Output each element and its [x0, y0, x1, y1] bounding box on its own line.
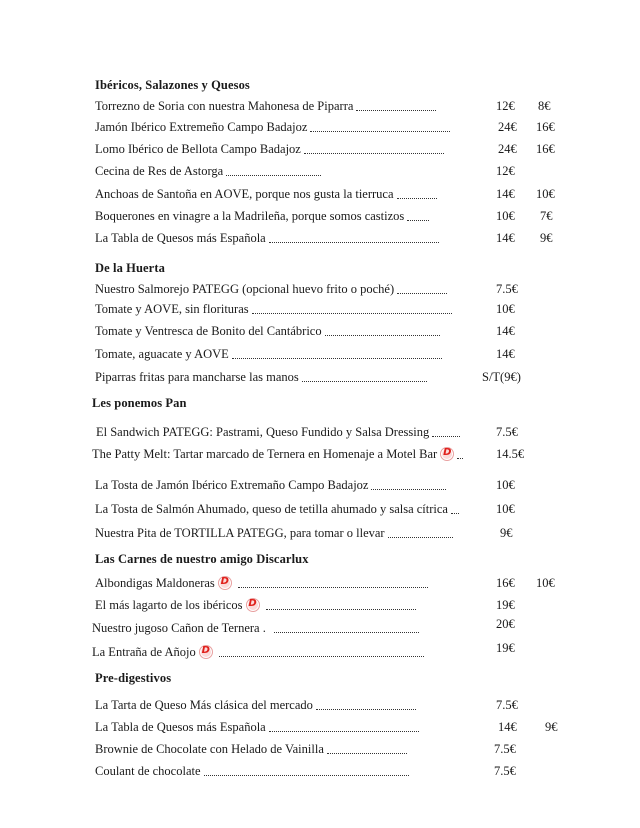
dot-leader [238, 586, 428, 588]
item-name: La Tosta de Salmón Ahumado, queso de tetilla ahumado y salsa cítrica [95, 502, 448, 516]
item-name: La Tabla de Quesos más Española [95, 720, 266, 734]
dot-leader [302, 380, 427, 382]
item-price: 10€ [496, 209, 515, 223]
dot-leader [226, 174, 321, 176]
item-price: 14€ [496, 187, 515, 201]
item-half-price: 9€ [540, 231, 553, 245]
item-price: 14€ [496, 324, 515, 338]
item-price: 10€ [496, 302, 515, 316]
dot-leader [219, 655, 424, 657]
item-price: 7.5€ [494, 764, 516, 778]
item-name: Tomate y Ventresca de Bonito del Cantábrico [95, 324, 322, 338]
item-price: 12€ [496, 99, 515, 113]
dot-leader [388, 536, 453, 538]
item-name: Jamón Ibérico Extremeño Campo Badajoz [95, 120, 308, 134]
item-price: 16€ [496, 576, 515, 590]
item-name: Nuestra Pita de TORTILLA PATEGG, para tomar o llevar [95, 526, 385, 540]
item-name: The Patty Melt: Tartar marcado de Ternera en Homenaje a Motel Bar [92, 447, 438, 461]
item-name: El más lagarto de los ibéricos [95, 598, 243, 612]
item-price: 7.5€ [494, 742, 516, 756]
item-half-price: 16€ [536, 120, 555, 134]
item-price: 9€ [500, 526, 513, 540]
dot-leader [397, 197, 437, 199]
item-name: La Tosta de Jamón Ibérico Extremaño Campo Badajoz [95, 478, 369, 492]
item-price: 24€ [498, 142, 517, 156]
item-name: Torrezno de Soria con nuestra Mahonesa de Piparra [95, 99, 354, 113]
item-price: S/T(9€) [482, 370, 521, 384]
item-price: 14€ [498, 720, 517, 734]
dot-leader [356, 109, 436, 111]
discarlux-d-icon [199, 645, 213, 659]
section-heading: De la Huerta [95, 261, 165, 275]
item-name: Boquerones en vinagre a la Madrileña, porque somos castizos [95, 209, 405, 223]
item-name: Brownie de Chocolate con Helado de Vainilla [95, 742, 324, 756]
item-price: 10€ [496, 502, 515, 516]
item-name: La Entraña de Añojo [92, 645, 196, 659]
dot-leader [252, 312, 452, 314]
item-name: El Sandwich PATEGG: Pastrami, Queso Fundido y Salsa Dressing [96, 425, 430, 439]
item-price: 7.5€ [496, 282, 518, 296]
dot-leader [232, 357, 442, 359]
dot-leader [432, 435, 460, 437]
dot-leader [266, 608, 416, 610]
item-price: 14.5€ [496, 447, 525, 461]
item-price: 7.5€ [496, 425, 518, 439]
section-heading: Les ponemos Pan [92, 396, 187, 410]
section-heading: Pre-digestivos [95, 671, 172, 685]
item-price: 12€ [496, 164, 515, 178]
dot-leader [269, 241, 439, 243]
dot-leader [204, 774, 409, 776]
item-half-price: 10€ [536, 576, 555, 590]
item-name: Albondigas Maldoneras [95, 576, 215, 590]
section-heading: Las Carnes de nuestro amigo Discarlux [95, 552, 309, 566]
item-half-price: 10€ [536, 187, 555, 201]
dot-leader [304, 152, 444, 154]
dot-leader [325, 334, 440, 336]
dot-leader [457, 457, 463, 459]
item-name: Piparras fritas para mancharse las manos [95, 370, 299, 384]
dot-leader [269, 730, 419, 732]
discarlux-d-icon [218, 576, 232, 590]
section-heading: Ibéricos, Salazones y Quesos [95, 78, 250, 92]
item-price: 10€ [496, 478, 515, 492]
item-name: Tomate, aguacate y AOVE [95, 347, 229, 361]
item-name: La Tabla de Quesos más Española [95, 231, 266, 245]
discarlux-d-icon [246, 598, 260, 612]
item-name: Lomo Ibérico de Bellota Campo Badajoz [95, 142, 301, 156]
item-name: Nuestro Salmorejo PATEGG (opcional huevo frito o poché) [95, 282, 395, 296]
item-price: 14€ [496, 347, 515, 361]
dot-leader [397, 292, 447, 294]
item-name: Cecina de Res de Astorga [95, 164, 224, 178]
dot-leader [407, 219, 429, 221]
item-name: Anchoas de Santoña en AOVE, porque nos gusta la tierruca [95, 187, 394, 201]
item-half-price: 8€ [538, 99, 551, 113]
item-half-price: 7€ [540, 209, 553, 223]
item-half-price: 9€ [545, 720, 558, 734]
item-price: 14€ [496, 231, 515, 245]
item-half-price: 16€ [536, 142, 555, 156]
discarlux-d-icon [440, 447, 454, 461]
dot-leader [371, 488, 446, 490]
dot-leader [310, 130, 450, 132]
dot-leader [316, 708, 416, 710]
item-price: 19€ [496, 641, 515, 655]
item-name: La Tarta de Queso Más clásica del mercado [95, 698, 313, 712]
dot-leader [327, 752, 407, 754]
item-price: 24€ [498, 120, 517, 134]
dot-leader [451, 512, 459, 514]
item-name: Nuestro jugoso Cañon de Ternera . [92, 621, 266, 635]
item-name: Coulant de chocolate [95, 764, 201, 778]
item-price: 19€ [496, 598, 515, 612]
item-price: 7.5€ [496, 698, 518, 712]
item-price: 20€ [496, 617, 515, 631]
dot-leader [274, 631, 419, 633]
item-name: Tomate y AOVE, sin florituras [95, 302, 249, 316]
